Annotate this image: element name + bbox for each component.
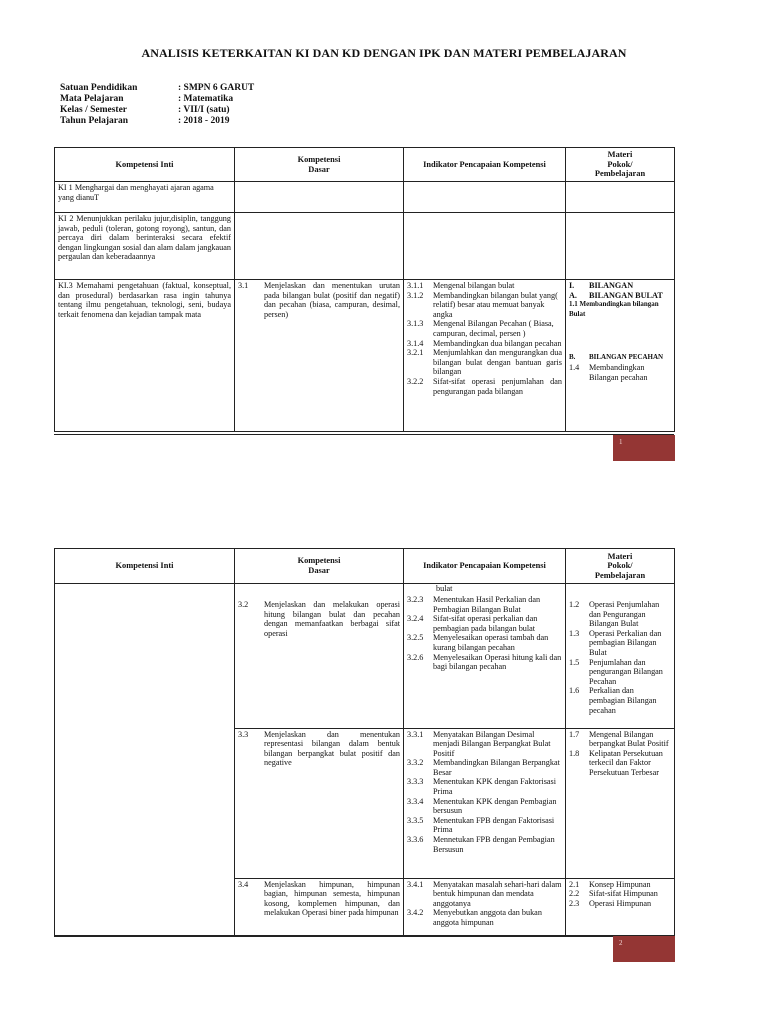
ipk-item: 3.3.3 Menentukan KPK dengan Faktorisasi Prima (407, 777, 557, 797)
table-row (55, 584, 675, 595)
materi-item: B. BILANGAN PECAHAN (569, 353, 664, 362)
ipk-item: 3.3.5 Menentukan FPB dengan Faktorisasi Prima (407, 815, 555, 835)
ipk-item: 3.2.2 Sifat-sifat operasi penjumlahan dan pengurangan pada bilangan (407, 376, 562, 396)
page-divider (54, 434, 674, 435)
ipk-item: 3.3.1 Menyatakan Bilangan Desimal menjadi Bilangan Berpangkat Bulat Positif (407, 729, 551, 758)
ipk-cell (404, 728, 566, 878)
table-row (55, 280, 675, 432)
page-number-badge: 2 (613, 936, 675, 962)
table-row (55, 213, 675, 280)
materi-item: A. BILANGAN BULAT (569, 290, 663, 300)
ki2-cell: KI 2 Menunjukkan perilaku jujur,disiplin, tanggung jawab, peduli (toleran, gotong royong), santun, dan percaya diri dalam berinteraksi secara efektif dengan lingkungan sosial dan alam dalam jangkauan pergaulan dan keberadaannya (55, 213, 235, 280)
materi-item: 2.1 Konsep Himpunan (569, 879, 651, 889)
ipk-item: 3.1.1 Mengenal bilangan bulat (407, 281, 515, 290)
ipk-cell (404, 594, 566, 728)
info-row: Mata Pelajaran : Matematika (60, 94, 234, 104)
ki-empty-cell (55, 584, 235, 937)
header-ki: Kompetensi Inti (55, 549, 235, 584)
materi-item: 1.7 Mengenal Bilangan berpangkat Bulat Positif (569, 729, 669, 749)
ipk-cell (404, 280, 566, 432)
ipk-item: 3.2.5 Menyelesaikan operasi tambah dan kurang bilangan pecahan (407, 633, 549, 652)
materi-cell (566, 280, 675, 432)
header-materi: Materi Pokok/ Pembelajaran (566, 549, 675, 584)
document-info (60, 83, 254, 127)
ipk-item: 3.1.4 Membandingkan dua bilangan pecahan (407, 338, 562, 348)
header-ki: Kompetensi Inti (55, 148, 235, 182)
ipk-item: 3.2.3 Menentukan Hasil Perkalian dan Pembagian Bilangan Bulat (407, 595, 541, 614)
header-ipk: Indikator Pencapaian Kompetensi (404, 148, 566, 182)
header-ipk: Indikator Pencapaian Kompetensi (404, 549, 566, 584)
ipk-item: 3.2.1 Menjumlahkan dan mengurangkan dua bilangan bulat dengan bantuan garis bilangan (407, 348, 562, 377)
ki3-cell: KI.3 Memahami pengetahuan (faktual, konseptual, dan prosedural) berdasarkan rasa ingin tahunya tentang ilmu pengetahuan, teknologi, seni, budaya terkait fenomena dan kejadian tampak mata (55, 280, 235, 432)
materi-item: 1.2 Operasi Penjumlahan dan Pengurangan Bilangan Bulat (569, 600, 660, 629)
kd-cell (235, 594, 404, 728)
table-page-2 (54, 548, 675, 937)
ipk-item: 3.1.3 Mengenal Bilangan Pecahan ( Biasa, campuran, decimal, persen ) (407, 319, 554, 338)
table-header-row (55, 549, 675, 584)
materi-item: 1.5 Penjumlahan dan pengurangan Bilangan Pecahan (569, 657, 663, 686)
ipk-cell (404, 878, 566, 936)
table-header-row (55, 148, 675, 182)
header-materi: Materi Pokok/ Pembelajaran (566, 148, 675, 182)
header-kd: Kompetensi Dasar (235, 549, 404, 584)
kd-item: 3.4 Menjelaskan himpunan, himpunan bagian, himpunan semesta, himpunan kosong, komplemen himpunan, dan melakukan Operasi biner pada himpunan (238, 879, 400, 918)
materi-cell (566, 878, 675, 936)
ipk-item: 3.3.6 Mennetukan FPB dengan Pembagian Bersusun (407, 835, 555, 854)
table-row (55, 182, 675, 213)
materi-cell (566, 594, 675, 728)
info-row: Kelas / Semester : VII/I (satu) (60, 105, 230, 115)
ipk-item: 3.4.2 Menyebutkan anggota dan bukan anggota himpunan (407, 908, 542, 927)
materi-item: 2.3 Operasi Himpunan (569, 898, 652, 908)
materi-item: 1.1 Membandingkan bilangan Bulat (569, 300, 659, 318)
kd-item: 3.1 Menjelaskan dan menentukan urutan pada bilangan bulat (positif dan negatif) dan pecahan (biasa, campuran, desimal, persen) (238, 281, 400, 319)
kd-cell (235, 280, 404, 432)
info-row: Satuan Pendidikan : SMPN 6 GARUT (60, 83, 255, 93)
materi-item: 1.8 Kelipatan Persekutuan terkecil dan Faktor Persekutuan Terbesar (569, 748, 663, 777)
kd-cell (235, 728, 404, 878)
ipk-item: 3.4.1 Menyatakan masalah sehari-hari dalam bentuk himpunan dan mendata anggotanya (407, 879, 562, 908)
materi-item: 1.3 Operasi Perkalian dan pembagian Bilangan Bulat (569, 628, 662, 657)
materi-item: I. BILANGAN (569, 281, 634, 290)
page-number-badge: 1 (613, 435, 675, 461)
ipk-item: 3.3.2 Membandingkan Bilangan Berpangkat Besar (407, 758, 560, 777)
page-title: ANALISIS KETERKAITAN KI DAN KD DENGAN IPK DAN MATERI PEMBELAJARAN (141, 46, 627, 60)
page-divider (54, 935, 674, 936)
table-page-1 (54, 147, 675, 432)
ipk-item: 3.3.4 Menentukan KPK dengan Pembagian bersusun (407, 796, 557, 816)
ipk-item: 3.1.2 Membandingkan bilangan bulat yang( relatif) besar atau memuat banyak angka (407, 290, 558, 319)
header-kd: Kompetensi Dasar (235, 148, 404, 182)
ipk-continued: bulat (404, 584, 566, 595)
info-row: Tahun Pelajaran : 2018 - 2019 (60, 116, 230, 126)
kd-item: 3.3 Menjelaskan dan menentukan representasi bilangan dalam bentuk bilangan berpangkat bulat positif dan negative (238, 729, 400, 768)
materi-item: 2.2 Sifat-sifat Himpunan (569, 889, 658, 899)
ipk-item: 3.2.4 Sifat-sifat operasi perkalian dan pembagian pada bilangan bulat (407, 614, 538, 633)
ipk-item: 3.2.6 Menyelesaikan Operasi hitung kali dan bagi bilangan pecahan (407, 652, 562, 672)
kd-item: 3.2 Menjelaskan dan melakukan operasi hitung bilangan bulat dan pecahan dengan memanfaatkan berbagai sifat operasi (238, 600, 400, 638)
ki1-cell: KI 1 Menghargai dan menghayati ajaran agama yang dianuT (55, 182, 235, 213)
kd-cell (235, 878, 404, 936)
materi-cell (566, 728, 675, 878)
materi-item: 1.6 Perkalian dan pembagian Bilangan pecahan (569, 686, 657, 715)
materi-item: 1.4 Membandingkan Bilangan pecahan (569, 362, 648, 382)
